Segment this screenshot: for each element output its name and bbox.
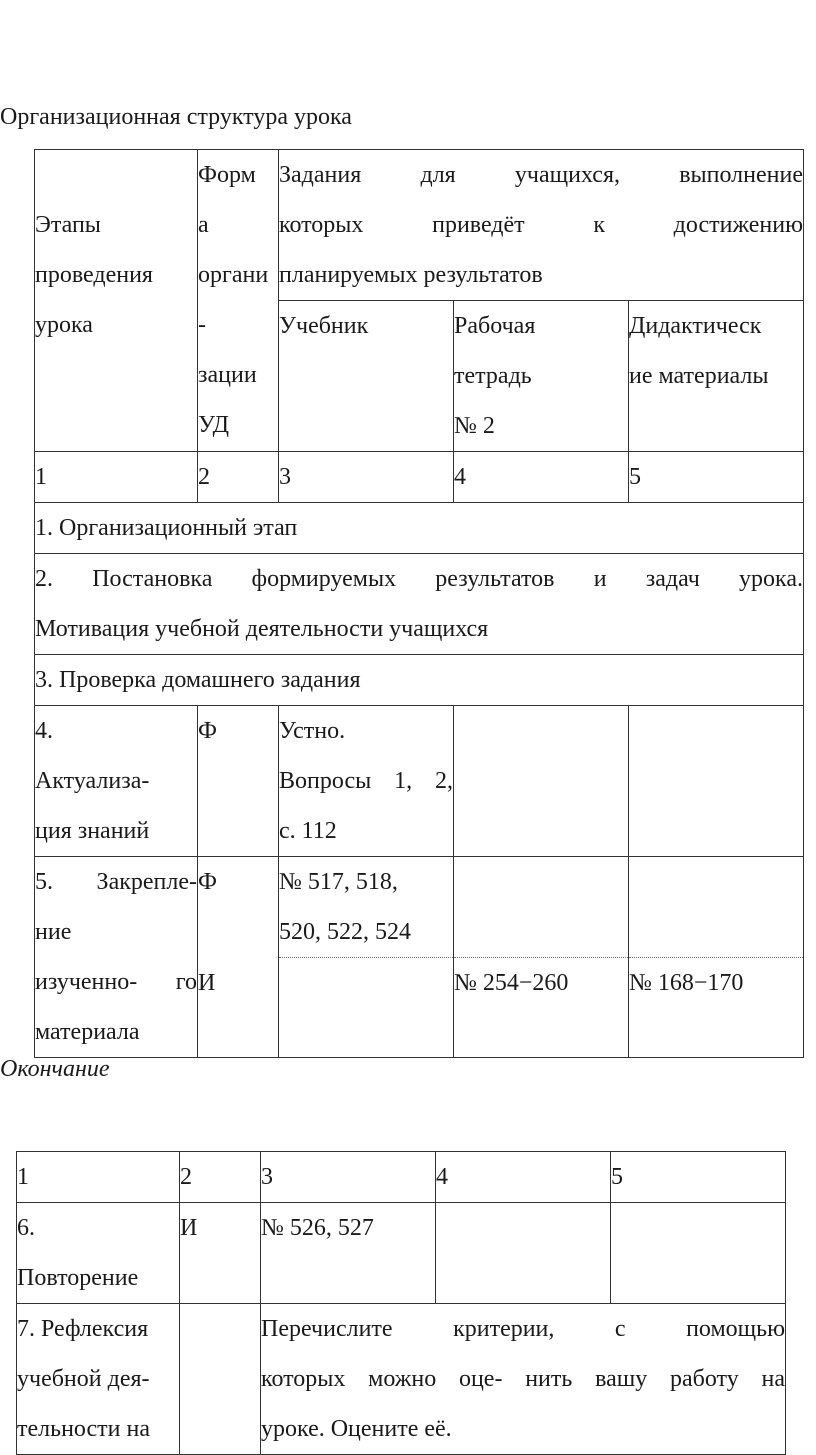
header-tasks-line: планируемых результатов	[279, 262, 543, 288]
table-row	[35, 503, 804, 554]
column-number: 3	[261, 1152, 436, 1203]
row4-textbook-line: с. 112	[279, 818, 337, 844]
header-didactic-line: Дидактическ	[629, 313, 762, 339]
row5-form-a: Ф	[198, 857, 279, 958]
header-form-line: Форм	[198, 162, 256, 188]
row4-workbook	[454, 706, 629, 857]
column-number: 5	[629, 452, 804, 503]
row5-stage-line: материала	[35, 1019, 140, 1045]
row4-stage-line: 4.	[35, 718, 53, 744]
table-row	[17, 1152, 786, 1203]
column-number: 4	[436, 1152, 611, 1203]
row5-textbook-b	[279, 958, 454, 1058]
row6-workbook	[436, 1203, 611, 1304]
row6-textbook: № 526, 527	[261, 1203, 436, 1304]
row5-workbook-b: № 254−260	[454, 958, 629, 1058]
lesson-structure-table	[34, 149, 804, 1058]
header-tasks-line: Задания для учащихся, выполнение	[279, 162, 803, 188]
table-row	[35, 706, 804, 857]
page-title: Организационная структура урока	[0, 104, 352, 130]
header-form-line: зации	[198, 362, 257, 388]
header-workbook-line: тетрадь	[454, 363, 532, 389]
header-stages-text: Этапы проведения урока	[35, 212, 153, 338]
section-1: 1. Организационный этап	[35, 503, 804, 554]
lesson-structure-table-continued	[16, 1151, 786, 1455]
row7-tasks-line: Перечислите критерии, с помощью	[261, 1316, 785, 1342]
row5-stage-line: 5. Закрепле-	[35, 869, 197, 895]
row6-stage	[17, 1203, 180, 1304]
row4-didactic	[629, 706, 804, 857]
table-row	[17, 1304, 786, 1455]
row4-stage-line: Актуализа-	[35, 768, 150, 794]
header-form-line: -	[198, 312, 206, 338]
row5-textbook-line: № 517, 518,	[279, 869, 398, 895]
column-number: 2	[180, 1152, 261, 1203]
table-row	[35, 452, 804, 503]
row5-stage-line: изученно- го	[35, 969, 197, 995]
column-number: 2	[198, 452, 279, 503]
header-textbook	[279, 301, 454, 452]
row6-stage-line: Повторение	[17, 1265, 139, 1291]
column-number: 5	[611, 1152, 786, 1203]
section-2-line: Мотивация учебной деятельности учащихся	[35, 616, 489, 642]
column-number: 1	[35, 452, 198, 503]
row6-didactic	[611, 1203, 786, 1304]
column-number: 3	[279, 452, 454, 503]
row5-textbook-line: 520, 522, 524	[279, 919, 411, 945]
header-didactic-line: ие материалы	[629, 363, 769, 389]
table-row	[35, 554, 804, 655]
row6-stage-line: 6.	[17, 1215, 35, 1241]
row7-stage-line: 7. Рефлексия	[17, 1316, 149, 1342]
row4-stage-line: ция знаний	[35, 818, 150, 844]
row7-tasks-line: уроке. Оцените её.	[261, 1416, 452, 1442]
section-2-line: 2. Постановка формируемых результатов и задач урока.	[35, 566, 803, 592]
header-form-line: УД	[198, 412, 229, 438]
row5-stage-line: ние	[35, 919, 72, 945]
header-stages	[35, 150, 198, 452]
header-didactic	[629, 301, 804, 452]
row4-textbook-line: Вопросы 1, 2,	[279, 768, 453, 794]
row7-stage-line: тельности на	[17, 1416, 150, 1442]
row5-form-b: И	[198, 958, 279, 1058]
row5-textbook-a	[279, 857, 454, 958]
table-row	[35, 857, 804, 958]
header-tasks-line: которых приведёт к достижению	[279, 212, 803, 238]
row7-stage	[17, 1304, 180, 1455]
row7-form	[180, 1304, 261, 1455]
header-form-line: а	[198, 212, 209, 238]
column-number: 1	[17, 1152, 180, 1203]
header-workbook-line: № 2	[454, 413, 495, 439]
column-number: 4	[454, 452, 629, 503]
table-row	[35, 655, 804, 706]
row6-form: И	[180, 1203, 261, 1304]
header-workbook	[454, 301, 629, 452]
row4-form: Ф	[198, 706, 279, 857]
row5-didactic-b: № 168−170	[629, 958, 804, 1058]
row4-textbook-line: Устно.	[279, 718, 346, 744]
section-3: 3. Проверка домашнего задания	[35, 655, 804, 706]
row4-stage	[35, 706, 198, 857]
row5-didactic-a	[629, 857, 804, 958]
row7-tasks-line: которых можно оце- нить вашу работу на	[261, 1366, 785, 1392]
row5-workbook-a	[454, 857, 629, 958]
section-2	[35, 554, 804, 655]
header-textbook-text: Учебник	[279, 313, 369, 339]
table-row	[17, 1203, 786, 1304]
header-tasks	[279, 150, 804, 301]
header-form	[198, 150, 279, 452]
header-form-line: органи	[198, 262, 269, 288]
ending-label: Окончание	[0, 1056, 110, 1082]
header-workbook-line: Рабочая	[454, 313, 536, 339]
row4-textbook	[279, 706, 454, 857]
row7-stage-line: учебной дея-	[17, 1366, 150, 1392]
row5-stage	[35, 857, 198, 1058]
row7-tasks	[261, 1304, 786, 1455]
